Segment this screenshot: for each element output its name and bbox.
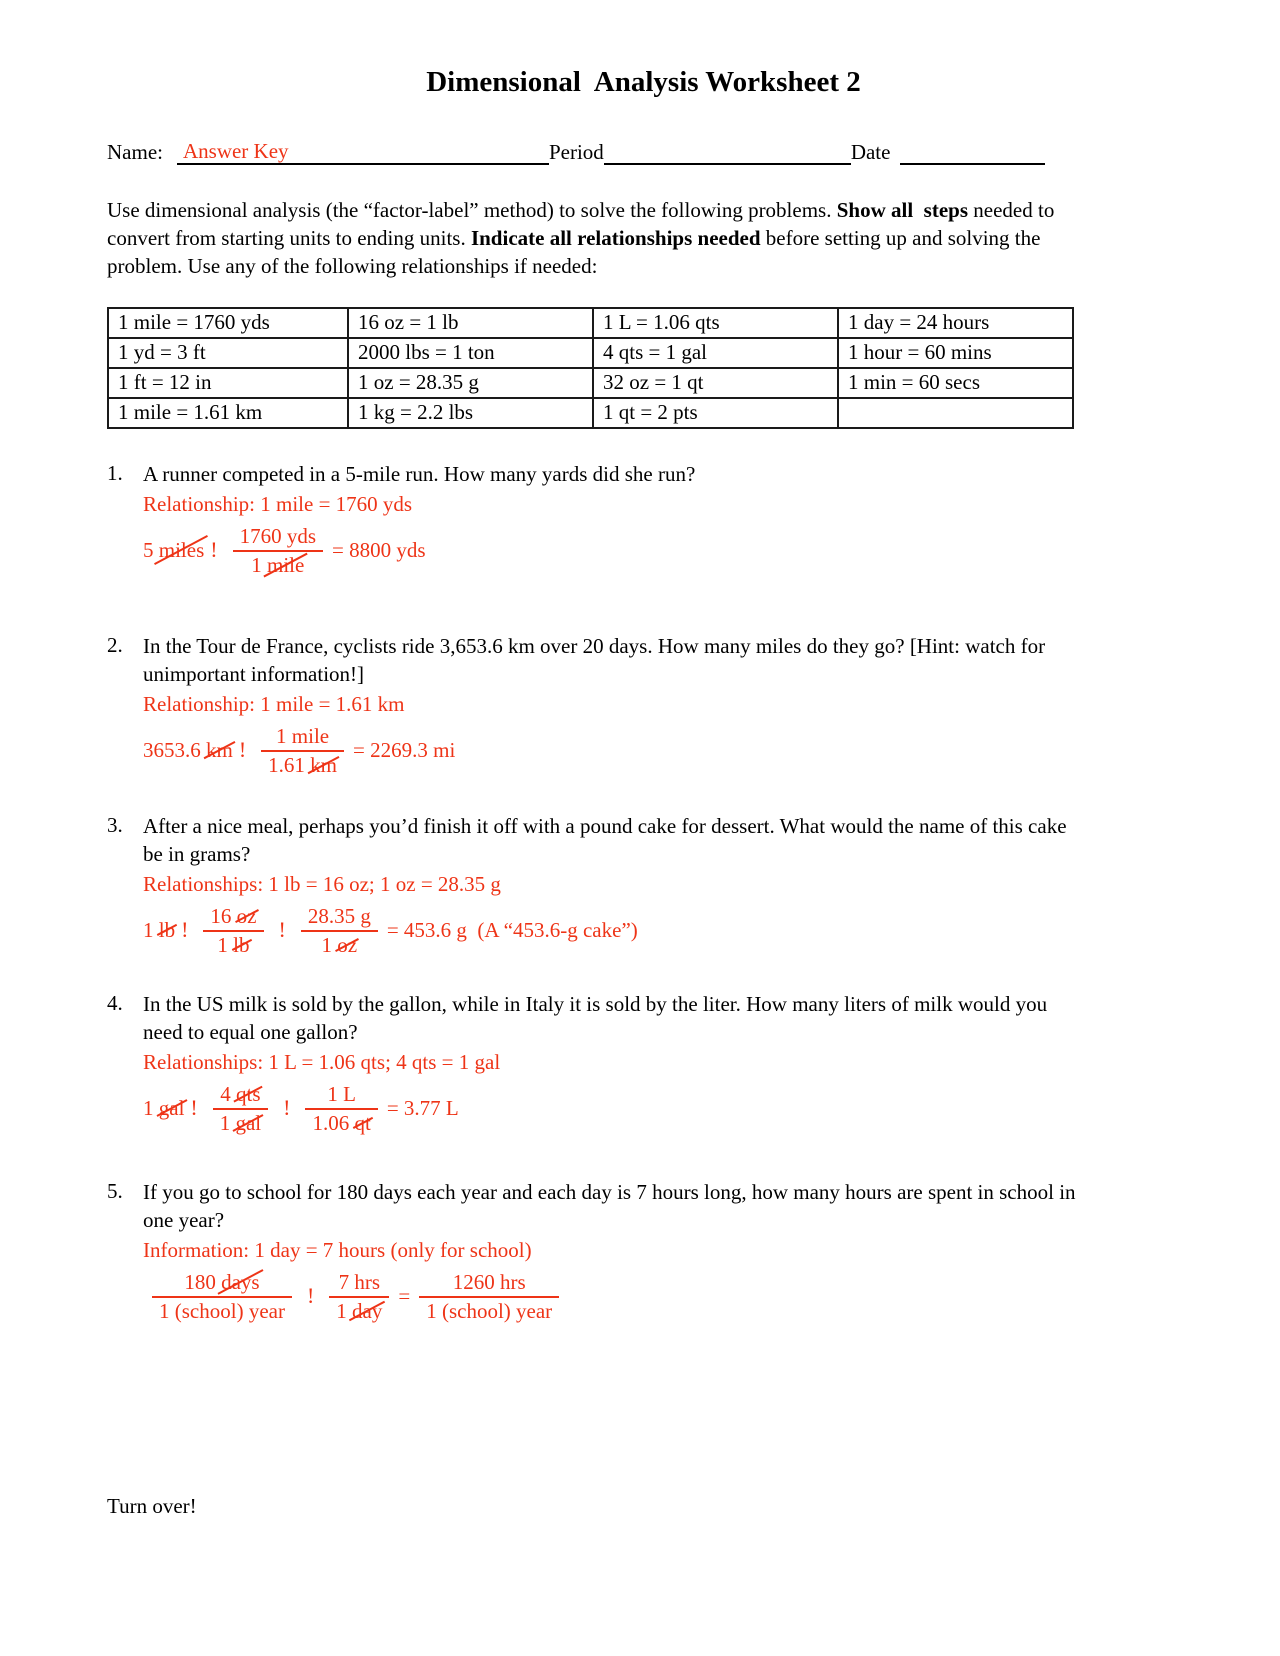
intro-bold-text: Indicate all relationships needed — [470, 225, 761, 250]
work-expression — [143, 724, 1180, 777]
question-row — [107, 991, 1180, 1047]
table-row — [108, 398, 1073, 428]
question-text: In the US milk is sold by the gallon, while in Italy it is sold by the liter. How many liters of milk would you need to equal one gallon? — [143, 991, 1048, 1044]
page-title: Dimensional Analysis Worksheet 2 — [426, 66, 861, 98]
cancelled-unit: mile — [267, 552, 305, 577]
fraction-bar — [261, 750, 344, 752]
work-segment — [353, 738, 455, 763]
fraction-denominator — [419, 1299, 559, 1323]
work-text: 180 — [184, 1269, 222, 1294]
fraction-bar — [233, 550, 323, 552]
work-text: 1 — [217, 932, 234, 957]
table-cell: 1 min = 60 secs — [838, 368, 1073, 398]
date-field — [900, 139, 1045, 165]
fraction — [329, 1270, 389, 1323]
multiply-operator: ! — [190, 1095, 198, 1121]
fraction — [203, 904, 263, 957]
question-number: 4. — [107, 990, 123, 1015]
fraction-bar — [305, 1108, 377, 1110]
work-segment — [387, 1096, 459, 1121]
multiply-operator: ! — [181, 917, 189, 943]
work-text: 1 — [219, 1110, 236, 1135]
fraction-numerator — [203, 904, 263, 928]
work-segment — [143, 1096, 184, 1121]
work-text: 3653.6 — [143, 737, 206, 762]
problem-5 — [107, 1179, 1180, 1323]
work-text: 1 (school) year — [426, 1298, 553, 1323]
multiply-operator: ! — [238, 737, 247, 763]
cancelled-unit: qt — [354, 1110, 371, 1135]
fraction — [152, 1270, 292, 1323]
table-cell: 1 hour = 60 mins — [838, 338, 1073, 368]
question-number: 1. — [107, 460, 123, 485]
work-text: 1 — [251, 552, 267, 577]
problem-2 — [107, 633, 1180, 777]
cancelled-unit: oz — [337, 932, 358, 957]
fraction — [233, 524, 323, 577]
work-text: 1 L — [327, 1081, 356, 1106]
cancelled-unit: days — [221, 1269, 260, 1294]
fraction-bar — [203, 930, 263, 932]
table-row — [108, 338, 1073, 368]
problem-3 — [107, 813, 1180, 957]
fraction-numerator — [320, 1082, 363, 1106]
table-cell: 2000 lbs = 1 ton — [348, 338, 593, 368]
table-row — [108, 368, 1073, 398]
fraction — [213, 1082, 268, 1135]
work-text: 1 — [143, 1095, 159, 1120]
work-expression — [143, 904, 1180, 957]
relationship-line: Relationship: 1 mile = 1760 yds — [143, 491, 413, 516]
work-text: 1.06 — [312, 1110, 355, 1135]
fraction-numerator — [269, 724, 336, 748]
table-row — [108, 308, 1073, 338]
intro-text: before setting up and solving the problem. Use any of the following relationships if needed: — [107, 225, 1046, 278]
question-text: If you go to school for 180 days each year and each day is 7 hours long, how many hours are spent in school in one year? — [143, 1180, 1076, 1232]
question-text: In the Tour de France, cyclists ride 3,653.6 km over 20 days. How many miles do they go? [Hint: watch for unimportant information!] — [143, 633, 1046, 686]
work-segment — [332, 538, 426, 563]
intro-bold-text: Show all steps — [836, 198, 969, 222]
question-row — [107, 1179, 1180, 1235]
intro-text: needed to convert from starting units to ending units. — [107, 198, 1060, 250]
multiply-operator: ! — [283, 1095, 291, 1121]
work-segment — [143, 538, 204, 563]
fraction-denominator — [244, 553, 311, 577]
fraction-bar — [152, 1296, 292, 1298]
work-text: = 3.77 L — [386, 1095, 459, 1120]
work-text: 1 — [336, 1298, 353, 1323]
relationship-line: Information: 1 day = 7 hours (only for school) — [143, 1237, 532, 1262]
fraction-numerator — [332, 1270, 387, 1294]
fraction-numerator — [233, 524, 323, 548]
fraction — [419, 1270, 559, 1323]
fraction-denominator — [213, 1111, 268, 1135]
table-cell: 1 mile = 1760 yds — [108, 308, 348, 338]
question-row — [107, 813, 1180, 869]
cancelled-unit: miles — [158, 537, 205, 562]
table-cell: 1 yd = 3 ft — [108, 338, 348, 368]
cancelled-unit: km — [310, 752, 338, 777]
fraction-denominator — [305, 1111, 377, 1135]
question-text: A runner competed in a 5-mile run. How many yards did she run? — [143, 461, 696, 486]
relationship-line: Relationship: 1 mile = 1.61 km — [143, 691, 405, 716]
fraction-numerator — [301, 904, 378, 928]
fraction-bar — [301, 930, 378, 932]
table-cell: 1 ft = 12 in — [108, 368, 348, 398]
work-text: 1260 hrs — [452, 1269, 526, 1294]
work-text: = 8800 yds — [332, 537, 426, 562]
work-text: = — [398, 1283, 411, 1308]
work-text: 16 — [210, 903, 237, 928]
work-text: 7 hrs — [338, 1269, 381, 1294]
table-cell: 1 oz = 28.35 g — [348, 368, 593, 398]
fraction — [261, 724, 344, 777]
table-cell: 1 mile = 1.61 km — [108, 398, 348, 428]
table-cell: 16 oz = 1 lb — [348, 308, 593, 338]
question-number: 5. — [107, 1179, 123, 1204]
cancelled-unit: oz — [236, 903, 257, 928]
cancelled-unit: day — [352, 1298, 383, 1323]
cancelled-unit: lb — [233, 932, 250, 957]
work-text: 1.61 — [268, 752, 311, 777]
period-label: Period — [548, 139, 604, 164]
question-number: 2. — [107, 632, 123, 657]
period-field — [604, 139, 851, 165]
table-cell — [838, 398, 1073, 428]
relationship-line: Relationships: 1 lb = 16 oz; 1 oz = 28.35 g — [143, 871, 501, 896]
name-field — [177, 139, 549, 165]
fraction-denominator — [210, 933, 256, 957]
table-cell: 1 qt = 2 pts — [593, 398, 838, 428]
table-cell: 1 L = 1.06 qts — [593, 308, 838, 338]
cancelled-unit: lb — [158, 917, 176, 942]
problem-4 — [107, 991, 1180, 1135]
fraction-bar — [419, 1296, 559, 1298]
multiply-operator: ! — [278, 917, 286, 943]
work-segment — [387, 918, 638, 943]
multiply-operator: ! — [306, 1283, 315, 1309]
work-text: 28.35 g — [307, 903, 371, 928]
cancelled-unit: gal — [235, 1110, 262, 1135]
relationship-line: Relationships: 1 L = 1.06 qts; 4 qts = 1 gal — [143, 1049, 501, 1074]
cancelled-unit: qts — [236, 1081, 261, 1106]
fraction-numerator — [177, 1270, 266, 1294]
work-text: = 2269.3 mi — [353, 737, 456, 762]
work-text: 1 — [321, 932, 338, 957]
intro-paragraph — [107, 197, 1097, 281]
table-cell: 1 kg = 2.2 lbs — [348, 398, 593, 428]
date-label: Date — [850, 139, 891, 164]
work-text: 1 (school) year — [159, 1298, 285, 1323]
work-expression — [143, 1082, 1180, 1135]
problem-1 — [107, 461, 1180, 577]
name-period-date-row — [107, 139, 1180, 165]
work-expression — [143, 524, 1180, 577]
fraction-bar — [213, 1108, 268, 1110]
name-value-answer-key: Answer Key — [182, 139, 289, 163]
work-text: 1 — [143, 917, 159, 942]
work-text: 1 mile — [276, 723, 330, 748]
fraction — [301, 904, 378, 957]
work-text: 1760 yds — [239, 523, 317, 548]
work-segment — [143, 918, 175, 943]
turn-over-note: Turn over! — [107, 1494, 197, 1518]
relationships-table — [107, 307, 1074, 429]
question-number: 3. — [107, 812, 123, 837]
fraction-numerator — [213, 1082, 267, 1106]
table-cell: 4 qts = 1 gal — [593, 338, 838, 368]
cancelled-unit: gal — [158, 1095, 185, 1120]
name-label: Name: — [107, 139, 163, 164]
fraction-denominator — [315, 933, 365, 957]
fraction-denominator — [329, 1299, 389, 1323]
fraction — [305, 1082, 377, 1135]
question-text: After a nice meal, perhaps you’d finish it off with a pound cake for dessert. What would the name of this cake be in grams? — [143, 813, 1067, 866]
work-text: 4 — [220, 1081, 237, 1106]
work-expression — [143, 1270, 1180, 1323]
work-segment — [398, 1284, 410, 1309]
table-cell: 32 oz = 1 qt — [593, 368, 838, 398]
table-cell: 1 day = 24 hours — [838, 308, 1073, 338]
work-segment — [143, 738, 233, 763]
fraction-denominator — [152, 1299, 292, 1323]
cancelled-unit: km — [206, 737, 233, 762]
fraction-numerator — [446, 1270, 533, 1294]
question-row — [107, 461, 1180, 489]
question-row — [107, 633, 1180, 689]
work-text: = 453.6 g (A “453.6-g cake”) — [386, 917, 638, 942]
multiply-operator: ! — [210, 537, 218, 563]
intro-text: Use dimensional analysis (the “factor-label” method) to solve the following problems. — [107, 198, 837, 222]
work-text: 5 — [143, 537, 159, 562]
fraction-bar — [329, 1296, 389, 1298]
fraction-denominator — [261, 753, 344, 777]
